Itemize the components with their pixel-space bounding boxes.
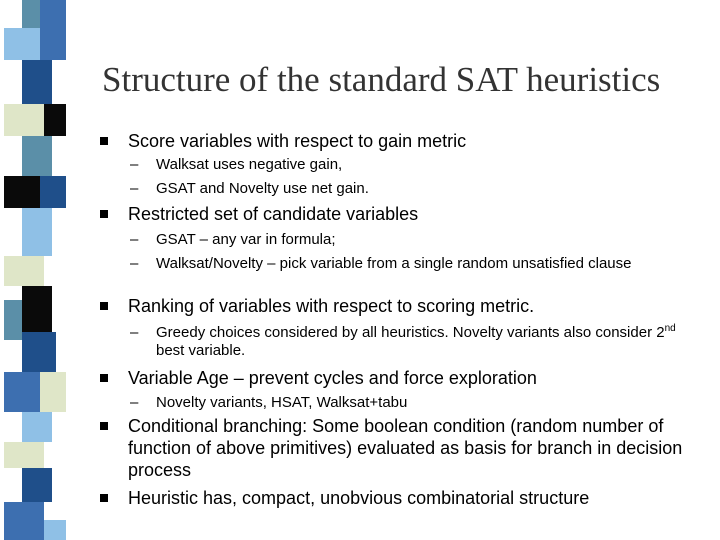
- sub-bullet-text: Walksat/Novelty – pick variable from a single random unsatisfied clause: [156, 255, 632, 272]
- bullet-text: Variable Age – prevent cycles and force exploration: [128, 368, 537, 388]
- dash-marker: –: [130, 394, 139, 411]
- strip-block: [4, 502, 44, 540]
- dash-marker: –: [130, 324, 139, 341]
- strip-block: [40, 372, 66, 412]
- ordinal-superscript: nd: [664, 323, 676, 334]
- square-bullet-icon: [100, 137, 108, 145]
- strip-block: [22, 208, 52, 256]
- dash-marker: –: [130, 231, 139, 248]
- strip-block: [40, 176, 66, 208]
- bullet-text: Ranking of variables with respect to scoring metric.: [128, 296, 535, 316]
- strip-block: [4, 104, 44, 136]
- dash-marker: –: [130, 255, 139, 272]
- bullet-text: Score variables with respect to gain metric: [128, 131, 467, 151]
- sub-bullet-text: GSAT – any var in formula;: [156, 231, 336, 248]
- strip-block: [22, 468, 52, 502]
- strip-block: [44, 520, 66, 540]
- strip-block: [4, 176, 40, 208]
- strip-block: [4, 256, 44, 286]
- dash-marker: –: [130, 180, 139, 197]
- strip-block: [22, 136, 52, 176]
- strip-block: [22, 332, 56, 372]
- sub-bullet-text: Walksat uses negative gain,: [156, 156, 343, 173]
- strip-block: [4, 372, 40, 412]
- dash-marker: –: [130, 156, 139, 173]
- sub-bullet-text: GSAT and Novelty use net gain.: [156, 180, 369, 197]
- square-bullet-icon: [100, 302, 108, 310]
- strip-block: [4, 28, 40, 60]
- decorative-color-strip: [0, 0, 66, 540]
- square-bullet-icon: [100, 374, 108, 382]
- sub-bullet-text: Greedy choices considered by all heuristics. Novelty variants also consider 2nd best variable.: [156, 323, 676, 359]
- square-bullet-icon: [100, 494, 108, 502]
- square-bullet-icon: [100, 422, 108, 430]
- strip-block: [4, 442, 44, 468]
- sub-bullet-text: Novelty variants, HSAT, Walksat+tabu: [156, 394, 408, 411]
- strip-block: [4, 300, 22, 340]
- slide-title: Structure of the standard SAT heuristics: [102, 60, 661, 99]
- strip-block: [22, 286, 52, 332]
- bullet-text: Heuristic has, compact, unobvious combinatorial structure: [128, 488, 590, 508]
- bullet-text: Restricted set of candidate variables: [128, 204, 419, 224]
- strip-block: [22, 412, 52, 442]
- strip-block: [44, 104, 66, 136]
- strip-block: [22, 60, 52, 104]
- strip-block: [40, 0, 66, 60]
- bullet-text: Conditional branching: Some boolean condition (random number of function of above primitives) evaluated as basis for branch in decision process: [128, 416, 683, 480]
- square-bullet-icon: [100, 210, 108, 218]
